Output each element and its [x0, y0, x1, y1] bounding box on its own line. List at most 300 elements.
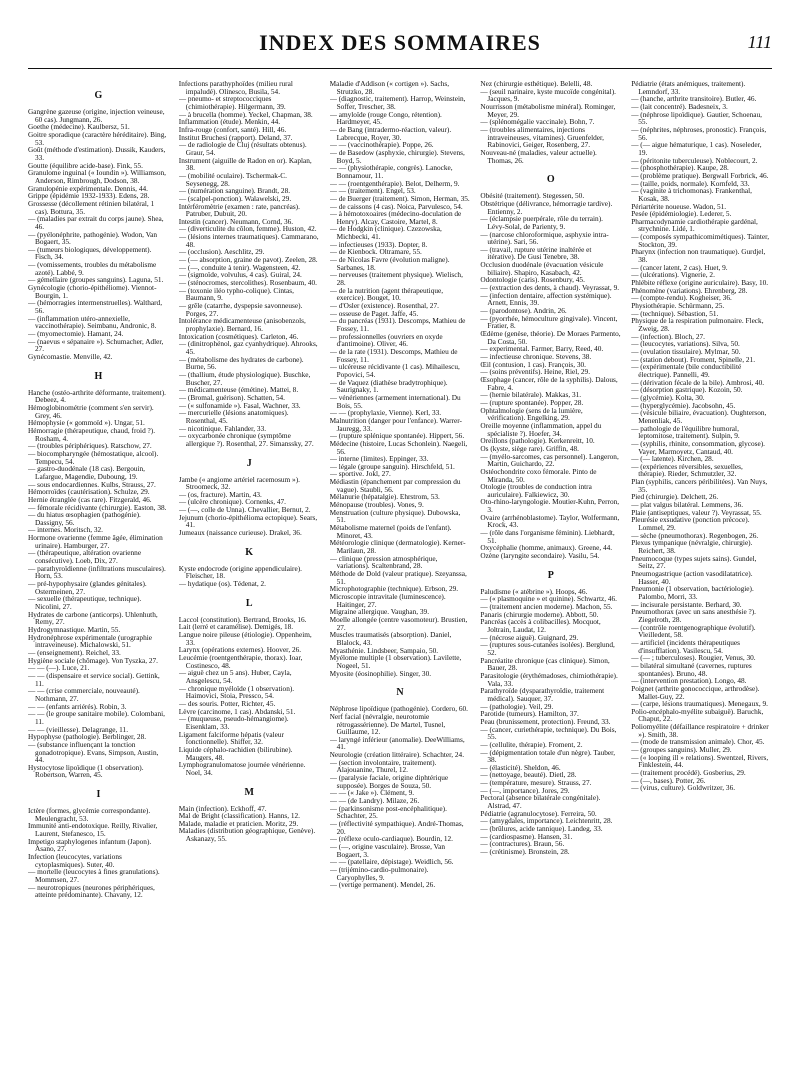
index-entry: — (expérimentale (bile conductibilité électrique). Pannelli, 49.	[631, 362, 742, 379]
index-entry: — gastro-duodénale (18 cas). Bergouin, Lafargue, Magendie, Duboung, 19.	[28, 464, 145, 481]
page-number: 111	[747, 32, 772, 52]
index-entry: — (ulcère chronique). Cornenks, 47.	[178, 497, 286, 507]
index-entry: Grossesse (décollement rétinien bilatéral, 1 cas). Bottura, 35.	[28, 198, 155, 216]
index-entry: — (naevus « sépanaire »). Schumacher, Adler, 27.	[28, 336, 164, 354]
index-entry: Liquide céphalo-rachidien (bilirubine). Maugers, 48.	[178, 744, 293, 762]
index-entry: — (ruptures sous-cutanées isolées). Berglund, 52.	[480, 640, 615, 657]
index-entry: Pied (chirurgie). Delchett, 26.	[631, 492, 719, 502]
index-entry: Pédiatrie (états anémiques, traitement). Lemndorf, 33.	[631, 80, 746, 96]
index-entry: — (travail, rupture utérine inaltérée et itérative). De Gusi Tenebre, 38.	[480, 244, 592, 262]
index-entry: — (lésions internes traumatiques). Cammarano, 48.	[178, 232, 319, 249]
index-entry: Pancréatite chronique (cas clinique). Simon, Bauer, 28.	[480, 655, 610, 673]
index-entry: — (hyperglycémie). Jacobsohn, 45.	[631, 400, 736, 410]
index-entry: — — (vieillesse). Delagrange, 11.	[28, 724, 129, 734]
index-entry: — — (enfants arriérés). Robin, 3.	[28, 701, 127, 711]
index-entry: — (—, bases). Potter, 26.	[631, 775, 706, 785]
index-entry: — (narcose chloroformique, asphyxie intra-utérine). Sari, 56.	[480, 229, 609, 247]
index-entry: Microphotographie (technique). Erbson, 29.	[329, 584, 459, 594]
index-entry: Œsophage (cancer, rôle de la syphilis). Dalous, Fabre, 4.	[480, 374, 618, 392]
index-entry: — mercurielle (lésions anatomiques). Rosenthal, 45.	[178, 408, 289, 425]
index-entry: — — (patellaire, dépistage). Weidlich, 56.	[329, 857, 454, 867]
index-entry: Paludisme (« atébrine »). Hoops, 46.	[480, 586, 588, 596]
index-entry: Grippe (épidémie 1932-1933). Edens, 28.	[28, 191, 150, 201]
index-columns	[28, 80, 772, 1074]
index-entry: — (température, mesure). Strauss, 27.	[480, 778, 592, 788]
index-entry: — à brucella (homme). Yeckel, Chapman, 38.	[178, 109, 313, 119]
index-entry: — (lait concentré). Badesneix, 3.	[631, 101, 728, 111]
index-entry: — (rupture splénique spontanée). Hippert, 56.	[329, 431, 465, 441]
index-entry: — (seuil narinaire, kyste mucoïde congénital). Jacques, 9.	[480, 86, 616, 104]
index-entry: Nerf facial (névralgie, neurotomie rétrogassérienne). De Martel, Tusnel, Guillaume, 12.	[329, 711, 446, 737]
index-entry: Jambe (« angiome artériel racemosum »). Stroomeck, 32.	[178, 474, 300, 492]
index-entry: — (—, conduite à tenir). Wagensteen, 42.	[178, 262, 301, 272]
index-entry: — (vertige permanent). Mendel, 26.	[329, 880, 436, 890]
index-entry: — (thallium, étude physiologique). Buschke, Buscher, 27.	[178, 369, 311, 387]
index-entry: Immunité anti-endotoxique. Reilly, Rivalier, Laurent, Stefanesco, 15.	[28, 821, 158, 839]
index-entry: — mortelle (leucocytes à fines granulations). Mommsen, 27.	[28, 867, 160, 885]
index-entry: — (toxonie iléo typho-colique). Cintas, Baumann, 9.	[178, 285, 294, 303]
index-entry: Hydronéphrose expérimentale (urographie intraveineuse). Michalowski, 51.	[28, 632, 152, 650]
index-entry: — infectieuse chronique. Stevens, 38.	[480, 352, 592, 361]
index-entry: — (troubles alimentaires, injections intraveineuses, vitamines). Gruenfelder, Rabinovici, Geiger, Rosenberg, 27.	[480, 124, 605, 150]
index-entry: — (crétinisme). Bronstein, 28.	[480, 847, 570, 857]
index-entry: Méthode de Dold (valeur pratique). Szeyanssa, 51.	[329, 569, 467, 586]
index-entry: — (— latente). Kirchen, 28.	[631, 454, 714, 464]
index-entry: — (contrôle roentgenographique évolutif). Vieilledent, 58.	[631, 622, 756, 640]
index-entry: — pré-hypophysaire (glandes génitales). Ostermeinen, 27.	[28, 579, 147, 596]
index-entry: — (néphrose lipoïdique). Gautier, Schoenau, 55.	[631, 109, 763, 127]
index-entry: Migraine allergique. Vaughan, 39.	[329, 607, 430, 617]
index-entry: Mélanurie (hépatalgie). Ehrstrom, 53.	[329, 492, 440, 502]
index-entry: Phénomène (variations). Ehrenberg, 28.	[631, 285, 748, 295]
index-entry: Métabolisme maternel (poids de l'enfant). Minoret, 43.	[329, 523, 452, 540]
index-entry: — — (—). Luce, 21.	[28, 663, 90, 673]
index-entry: Panaris (chirurgie moderne). Abbott, 50.	[480, 609, 599, 619]
index-entry: Inflammation (étude). Menkin, 44.	[178, 117, 281, 127]
index-entry: Institut Bruchesi (rapport). Deland, 37.	[178, 132, 293, 142]
index-entry: Langue noire pileuse (étiologie). Oppenheim, 33.	[178, 630, 312, 647]
index-entry: Lèvre (carcinome, 1 cas). Abdanski, 51.	[178, 706, 296, 716]
index-entry: Pneumocoque (types sujets sains). Gundel, Seitz, 27.	[631, 553, 757, 571]
index-entry: Maladies (distribution géographique, Genève). Askanazy, 55.	[178, 826, 316, 844]
index-entry: Périartérite noueuse. Wadon, 51.	[631, 201, 727, 211]
index-entry: Neurologie (création littéraire). Schachter, 24.	[329, 750, 465, 760]
index-entry: — laryngé inférieur (anomalie). DeeWilliams, 41.	[329, 734, 465, 752]
index-entry: — de la nutrition (agent thérapeutique, exercice). Bouget, 10.	[329, 285, 444, 303]
index-entry: — — (traitement). Engel, 53.	[329, 186, 416, 196]
index-entry: Plaie (antiseptiques, valeur ?). Veyrassat, 55.	[631, 507, 762, 517]
page-title: INDEX DES SOMMAIRES	[259, 30, 541, 55]
index-entry: — internes. Moritsch, 32.	[28, 525, 103, 535]
index-entry: Hydrogymnastique. Martin, 55.	[28, 625, 121, 634]
index-entry: — (« looping ill » relations). Swentzel, Rivers, Finklestein, 44.	[631, 752, 769, 770]
section-letter: M	[244, 786, 254, 798]
index-entry: Myosite (éosinophilie). Singer, 30.	[329, 668, 432, 678]
index-entry: — (Bromal, guérison). Schatten, 54.	[178, 392, 285, 402]
index-entry: — (maladies par extrait du corps jaune). Shea, 46.	[28, 214, 164, 231]
index-entry: — (glycémie). Kolta, 30.	[631, 392, 705, 402]
index-entry: — — (le groupe sanitaire mobile). Colombani, 11.	[28, 709, 165, 726]
index-entry: — (myélo-sarcomes, cas personnel). Langeron, Martin, Guichardo, 22.	[480, 451, 619, 469]
index-entry: — de Basedow (asphyxie, chirurgie). Stevens, Boyd, 5.	[329, 147, 465, 165]
index-entry: Goethe (médecine). Kaulbersz, 51.	[28, 122, 130, 132]
index-entry: — (hémorragies intermenstruelles). Walthard, 56.	[28, 298, 163, 316]
index-entry: — de Vaquez (diathèse bradytrophique). Saurignaky, 1.	[329, 377, 448, 395]
index-entry: Polio-encéphalo-myélite subaiguë). Baruchk, Chaput, 22.	[631, 706, 764, 724]
index-entry: — (intervention prestation). Longo, 48.	[631, 676, 747, 686]
index-entry: Infra-rouge (confort, santé). Hill, 46.	[178, 124, 287, 134]
index-entry: — — (de Landry). Milaze, 26.	[329, 796, 420, 806]
index-entry: — (ulcérations). Vignerie, 2.	[631, 270, 715, 280]
index-entry: Œil (contusion, 1 cas). François, 30.	[480, 359, 586, 369]
index-entry: Plexus tympanique (névralgie, chirurgie). Reichert, 38.	[631, 538, 753, 556]
index-entry: — oxycarbonée chronique (symptôme allergique ?). Rosenthal, 27. Simanssky, 27.	[178, 431, 314, 448]
index-entry: — (traitement procédé). Gosberius, 29.	[631, 768, 746, 778]
index-entry: — sportive. Jokl, 27.	[329, 469, 391, 479]
index-entry: — (nettoyage, beauté). Dietl, 28.	[480, 770, 577, 780]
index-entry: Pancréas (accès à colibacilles). Mocquot, Joltrain, Laudat, 12.	[480, 617, 601, 634]
index-entry: — (parkinsonisme post-encéphalitique). Schachter, 25.	[329, 803, 447, 821]
index-entry: Pharynx (infection non traumatique). Gurdjel, 38.	[631, 247, 766, 265]
index-entry: — (paralysie faciale, origine diphtérique supposée). Borges de Souza, 50.	[329, 773, 449, 790]
index-column	[179, 80, 320, 1074]
index-entry: — (nécrose aiguë). Guignard, 29.	[480, 632, 579, 642]
index-entry: Médecine (histoire, Lucas Schonlein). Naegeli, 56.	[329, 438, 468, 456]
index-entry: Hémoglobinométrie (comment s'en servir). Grey, 46.	[28, 402, 154, 420]
section-letter: H	[94, 370, 103, 382]
index-entry: — (phosphothérapie). Kaupe, 28.	[631, 163, 729, 173]
index-entry: Laccol (constitution). Bertrand, Brooks, 16.	[178, 614, 307, 624]
index-entry: Myélome multiple (1 observation). Lavilette, Nogeel, 51.	[329, 653, 462, 670]
index-entry: — (désorption gastrique). Kozoin, 50.	[631, 385, 743, 395]
index-entry: — (section involontaire, traitement). Alajouanine, Thurel, 12.	[329, 757, 437, 775]
section-letter: G	[94, 90, 103, 101]
index-entry: — (cellulite, thérapie). Froment, 2.	[480, 739, 583, 749]
index-entry: Malnutrition (danger pour l'enfance). Warrer-Jauregg, 33.	[329, 415, 462, 433]
index-entry: — (groupes sanguins). Muller, 29.	[631, 745, 732, 755]
index-entry: — (sigmoïde, volvulus, 4 cas). Guiral, 24.	[178, 270, 302, 280]
index-entry: — (mobilité oculaire). Tschermak-C. Seysenegg, 28.	[178, 170, 287, 188]
index-entry: — à hémotoxoaires (médecino-doculation de Henry). Alcay, Castoire, Martel, 8.	[329, 209, 462, 226]
index-entry: Lymphogranulomatose journée vénérienne. Noel, 34.	[178, 760, 306, 777]
index-entry: Menstruation (culture physique). Dubowska, 51.	[329, 507, 461, 525]
index-entry: Hygiène sociale (chômage). Von Tyszka, 27.	[28, 655, 158, 665]
index-entry: — ulcéreuse récidivante (1 cas). Mihailescu, Popovici, 54.	[329, 362, 460, 379]
section-letter: O	[546, 174, 555, 186]
index-entry: — chronique myéloïde (1 observation). Haimovici, Stoia, Pressco, 54.	[178, 683, 295, 701]
index-entry: — (métabolisme des hydrates de carbone). Burne, 56.	[178, 354, 304, 372]
index-entry: Maladie d'Addison (« cortigen »). Sachs, Strutzko, 28.	[329, 80, 450, 96]
index-entry: — (hanche, arthrite transitoire). Butler, 46.	[631, 94, 757, 104]
index-entry: — sexuelle (thérapeutique, technique). Nicolini, 27.	[28, 594, 142, 612]
index-entry: Jejunum (chorio-épithélioma ectopique). Sears, 41.	[178, 512, 318, 530]
index-entry: Nourrisson (métabolisme minéral). Rominger, Meyer, 29.	[480, 101, 616, 119]
index-entry: Pneumothorax (avec un sans anesthésie ?). Ziegelroth, 28.	[631, 607, 757, 624]
index-entry: — (—, colle de Unna). Chevallier, Bernut, 2.	[178, 505, 311, 515]
index-entry: Hormone ovarienne (femme âgée, élimination urinaire). Hamburger, 27.	[28, 533, 163, 550]
index-entry: Médiastin (épanchement par compression du vague). Staubli, 56.	[329, 477, 461, 494]
index-entry: — (pyorrhée, hémoculture gingivale). Vincent, Fratier, 8.	[480, 313, 618, 331]
index-entry: — (pyélonéphrite, pathogénie). Wodon, Van Bogaert, 35.	[28, 229, 158, 247]
index-entry: — parathyroïdienne (infiltrations musculaires). Horn, 53.	[28, 563, 166, 581]
page-header	[28, 28, 772, 69]
index-entry: Occlusion duodénale (évacuation vésicule biliaire). Shapiro, Kasabach, 42.	[480, 260, 604, 277]
index-entry: Physique de la respiration pulmonaire. Fleck, Zweig, 28.	[631, 316, 764, 333]
index-entry: — (trijémino-cardio-pulmonaire). Caryophylles, 9.	[329, 864, 429, 882]
index-entry: — fémorale récidivante (chirurgie). Easton, 38.	[28, 502, 167, 512]
index-entry: — (rupture spontanée). Popper, 28.	[480, 397, 584, 407]
index-entry: — du pancréas (1931). Descomps, Mathieu de Fossey, 11.	[329, 316, 466, 333]
index-entry: Leucémie (roentgenthérapie, thorax). Ioar, Costinesco, 48.	[178, 653, 303, 670]
index-entry: — — (prophylaxie, Vienne). Kerl, 33.	[329, 408, 442, 418]
index-entry: — légale (groupe sanguin). Hirschfeld, 51.	[329, 461, 455, 471]
index-entry: Gynécomastie. Menville, 42.	[28, 352, 113, 361]
index-entry: Parasitologie (érythémadoses, chimiothérapie). Vala, 33.	[480, 670, 618, 688]
index-entry: — (ovulation tissulaire). Mylmar, 50.	[631, 346, 741, 356]
index-entry: Poliomyélite (défaillance respiratoire + drinker »). Smith, 38.	[631, 722, 769, 739]
index-entry: — artificiel (incidents thérapeutiques d'insufflation). Vasilescu, 54.	[631, 637, 740, 655]
index-entry: — (sténocromes, stercolithes). Rosenbaum, 40.	[178, 278, 318, 288]
index-entry: — (leucocytes, variations). Silva, 50.	[631, 339, 740, 349]
index-entry: — plat valgus bilatéral. Lemmens, 36.	[631, 500, 744, 510]
index-entry: Goût (méthode d'estimation). Dussik, Kauders, 33.	[28, 145, 166, 162]
index-entry: — (« sulfonamide »). Fasal, Wachner, 33.	[178, 400, 301, 410]
index-column	[330, 80, 471, 1074]
index-entry: Météorologie clinique (dermatologie). Kerner-Marilaun, 28.	[329, 538, 466, 556]
index-entry: — (troubles périphériques). Ratschow, 27.	[28, 441, 152, 451]
index-entry: — infectieuses (1933). Dopter, 8.	[329, 239, 428, 249]
index-entry: — (inflammation utéro-annexielle, vaccinothérapie). Seimbanu, Andronic, 8.	[28, 313, 157, 331]
index-entry: — de radiologie de Cluj (résultats obtenus). Graur, 54.	[178, 140, 307, 157]
index-entry: — — (« Jake »). Clément, 9.	[329, 788, 415, 798]
index-entry: — (amygdales, importance). Leichtenritt, 28.	[480, 816, 613, 826]
index-entry: Impetigo staphylogenes infantum (Japon). Asano, 27.	[28, 836, 152, 854]
index-entry: — gémellaire (groupes sanguins). Laguna, 51.	[28, 275, 164, 285]
index-entry: — (éclampsie puerpérale, rôle du terrain). Lévy-Solal, de Parienty, 9.	[480, 214, 603, 231]
index-entry: — de Buerger (traitement). Simon, Herman, 35.	[329, 193, 470, 203]
index-entry: Obstétrique (délivrance, hémorragie tardive). Entienny, 2.	[480, 198, 613, 216]
index-entry: — pneumo- et streptococciques (chimiothérapie). Hilgermann, 39.	[178, 94, 286, 111]
index-entry: Otologie (troubles de conduction intra auriculaire). Falkiewicz, 30.	[480, 482, 592, 499]
index-entry: Intérféromètrie (examen : rate, pancréas). Patruber, Dubuit, 20.	[178, 201, 300, 219]
index-entry: Physiothérapie. Schürmann, 25.	[631, 301, 725, 311]
index-entry: — (cancer, curiethérapie, technique). Du Bois, 55.	[480, 724, 617, 742]
section-letter: N	[396, 687, 404, 699]
index-entry: Parathyroïde (dysparathyroïdie, traitement médical). Sauquer, 37.	[480, 686, 605, 703]
index-entry: Lait (lerré et caramélise). Demigés, 18.	[178, 622, 294, 632]
index-entry: Muscles traumatisés (absorption). Daniel, Blalock, 43.	[329, 630, 452, 647]
index-entry: Intoxication (cosmétiques). Carleton, 46.	[178, 331, 299, 341]
index-entry: — (infection). Bloch, 27.	[631, 331, 705, 341]
index-entry: Œdème (genèse, théorie). De Moraes Parmento, Da Costa, 50.	[480, 329, 621, 346]
section-letter: P	[547, 569, 554, 581]
index-entry: — — (crise commerciale, nouveauté). Nothmann, 27.	[28, 686, 140, 703]
index-entry: — (carpe, lésions traumatiques). Menegaux, 9.	[631, 699, 768, 709]
index-entry: — de caissons (4 cas). Noica, Parvulesco, 54.	[329, 201, 463, 211]
index-entry: Oreille moyenne (inflammation, appel du spécialiste ?). Hoefer, 34.	[480, 420, 602, 438]
index-entry: — d'Osler (existence). Rosenthal, 27.	[329, 301, 439, 311]
index-entry: Hystocytose lipoïdique (1 observation). Robertson, Warren, 45.	[28, 762, 144, 780]
index-column	[28, 80, 169, 1074]
index-entry: — amyloïde (rouge Congo, rétention). Hardmeyer, 45.	[329, 109, 442, 127]
index-entry: — (mode de transmission animale). Chor, 45.	[631, 737, 765, 747]
index-entry: — de Hodgkin (clinique). Czezowska, Michbecki, 41.	[329, 224, 442, 242]
index-entry: — grêle (catarrhe, dyspepsie savonneuse). Porges, 27.	[178, 301, 303, 318]
index-entry: Oxycéphalie (homme, animaux). Greene, 44.	[480, 543, 613, 553]
index-entry: — interne (limites). Eppinger, 33.	[329, 454, 429, 464]
index-entry: — de Kienbock. Oltramare, 55.	[329, 247, 422, 257]
index-entry: Infections parathyphoïdes (milieu rural impaludé). Olinesco, Busila, 54.	[178, 80, 293, 96]
index-entry: Infection (leucocytes, variations cytoplasmiques). Suter, 40.	[28, 852, 122, 869]
index-entry: Pneumogastrique (action vasodilatatrice). Hasser, 40.	[631, 569, 753, 586]
index-entry: — (expériences réversibles, sexuelles, thérapie). Rieder, Schmutzler, 32.	[631, 461, 743, 479]
index-entry: — (parodontose). Andrin, 26.	[480, 306, 567, 316]
index-entry: Main (infection). Eckhoff, 47.	[178, 803, 267, 813]
index-entry: — (diagnostic, traitement). Harrop, Weinstein, Soffer, Trescher, 38.	[329, 94, 466, 111]
index-entry: Néphrose lipoïdique (pathogénie). Cordero, 60.	[329, 704, 468, 714]
index-entry: — (scalpel-ponction). Walawelski, 29.	[178, 193, 292, 203]
index-entry: — (diverticulite du côlon, femme). Huston, 42.	[178, 224, 317, 234]
index-entry: Microscopie intravitale (luminescence). Haitinger, 27.	[329, 591, 446, 609]
index-entry: Moelle allongée (centre vasomoteur). Brustien, 27.	[329, 614, 468, 632]
index-entry: — (substance influençant la tonction gonadotropique). Evans, Simpson, Austin, 44.	[28, 739, 159, 765]
index-entry: — sous endocardiennes. Kulbs, Strauss, 27.	[28, 479, 156, 489]
index-entry: — (composés sympathicomimétiques). Tainter, Stockton, 39.	[631, 232, 770, 249]
index-entry: — (cardiospasme). Hansen, 31.	[480, 831, 573, 841]
index-entry: Gangrène gazeuse (origine, injection veineuse, 60 cas). Jungmann, 26.	[28, 107, 165, 124]
index-entry: — neurotropiques (neurones périphériques, atteinte prédominante). Chavany, 12.	[28, 882, 155, 900]
index-entry: Oreillons (pathologie). Kerkenreitt, 10.	[480, 436, 595, 446]
index-entry: — (station debout). Froment, Spinelle, 21.	[631, 354, 756, 364]
index-entry: — — (dispensaire et service social). Gettink, 11.	[28, 670, 160, 688]
index-entry: Goutte (équilibre acide-base). Fink, 55.	[28, 160, 143, 170]
index-entry: Goitre sporadique (caractère héréditaire). Bing, 53.	[28, 129, 167, 147]
index-entry: Ovaire (arrhénoblastome). Taylor, Wolfermann, Krock, 43.	[480, 512, 620, 530]
index-entry: — experimental. Farmer, Barry, Reed, 40.	[480, 344, 604, 354]
index-entry: — (vésicule biliaire, évacuation). Oughterson, Menenliak, 45.	[631, 408, 767, 425]
index-entry: — (—, origine vasculaire). Brosse, Van Bogaert, 3.	[329, 842, 445, 859]
index-entry: — (dinitrophénol, gaz cyanhydrique). Ahrooks, 45.	[178, 339, 318, 356]
index-entry: — clinique (pression atmosphérique, variations). Scaltenbrand, 28.	[329, 553, 438, 571]
index-entry: Kyste endocrode (origine appendiculaire). Fleischer, 18.	[178, 563, 302, 581]
index-entry: — (traitement ancien moderne). Machon, 55.	[480, 602, 613, 612]
index-entry: — (extraction des dents, à chaud). Veyrassat, 9.	[480, 283, 620, 293]
index-entry: — (os, fracture). Martin, 43.	[178, 489, 262, 499]
index-entry: Pectoral (absence bilatérale congénitale). Alstrad, 47.	[480, 793, 601, 811]
index-entry: — — (vaccinothérapie). Poppe, 26.	[329, 140, 434, 150]
index-entry: Oto-rhino-laryngologie. Moutier-Kuhn, Perron, 3.	[480, 497, 620, 515]
index-entry: — (myomectomie). Hamant, 24.	[28, 329, 124, 339]
index-entry: — (syphilis, rhinite, consommation, glycose). Vayer, Marmoyetz, Cantaud, 40.	[631, 438, 765, 456]
index-entry: — (réflectivité sympathique). André-Thomas, 20.	[329, 819, 464, 836]
index-entry: — sèche (pneumothorax). Regenbogen, 26.	[631, 530, 759, 540]
index-entry: — (cancer latent, 2 cas). Huet, 9.	[631, 262, 728, 272]
index-entry: — (tumeurs biologiques, développement). Fisch, 34.	[28, 244, 152, 262]
index-entry: Odontologie (caris). Rosenbury, 45.	[480, 275, 585, 285]
index-entry: — (réflexe oculo-cardiaque). Bourdin, 12.	[329, 834, 453, 844]
index-entry: Jumeaux (naissance curieuse). Drakel, 36.	[178, 528, 302, 538]
index-entry: Pharmacodynamie cardiothérapie gardénal, strychnine. Lidé, 1.	[631, 216, 758, 234]
index-entry: — aiguë chez un 5 ans). Huber, Cayla, Ansgelescu, 54.	[178, 668, 292, 685]
index-entry: — (brûlures, acide tannique). Landeg, 33.	[480, 824, 603, 834]
index-entry: — (problème pratique). Bergwall Forbrick, 46.	[631, 170, 769, 180]
index-entry: Granulome inguinal (« Ioundin »). Williamson, Anderson, Rimbrough, Dodson, 38.	[28, 168, 166, 185]
index-entry: Pleurésie exsudative (ponction précoce). Lommel, 29.	[631, 515, 750, 533]
index-entry: — — (physiothérapie, congrès). Lanocke, Bonnamour, 11.	[329, 163, 453, 180]
index-entry: — (hernie bilatérale). Makkas, 31.	[480, 390, 582, 400]
index-entry: Parotide (tumeurs). Hamilton, 37.	[480, 709, 579, 719]
index-entry: — médicamenteuse (émétine). Mattei, 8.	[178, 385, 299, 395]
index-entry: — osseuse de Paget. Jaffe, 45.	[329, 308, 419, 318]
index-entry: Pédiatrie (agranulocytose). Ferreira, 50.	[480, 808, 597, 818]
index-entry: — (taille, poids, normale). Kornfeld, 33.	[631, 178, 750, 188]
index-entry: Phlébite réflexe (origine auriculaire). Basy, 10.	[631, 278, 769, 288]
index-entry: — de Nicolas Favre (évolution maligne). Sarbanes, 18.	[329, 255, 450, 272]
section-letter: L	[245, 597, 253, 609]
index-entry: — vénériennes (armement international). Du Bois, 55.	[329, 392, 461, 410]
index-entry: — nicotinique. Fahlander, 33.	[178, 423, 267, 433]
index-entry: Pesée (épidémiologie). Lederer, 5.	[631, 209, 732, 219]
index-entry: Hémorroïdes (cautérisation). Schulze, 29.	[28, 487, 150, 497]
index-entry: Nouveau-né (maladies, valeur actuelle). Thomas, 26.	[480, 147, 597, 165]
index-entry: — (dérivation fécale de la bile). Ambrosi, 40.	[631, 377, 765, 387]
index-column	[631, 80, 772, 1074]
index-entry: — (vaginite à trichomonas). Frankenthal, Kosak, 38.	[631, 186, 752, 203]
index-entry: — hydatique (os). Tédenat, 2.	[178, 579, 266, 589]
section-letter: I	[96, 789, 101, 801]
index-entry: Ligament falciforme hépatis (valeur fonctionnelle). Shiffer, 32.	[178, 729, 284, 747]
index-entry: — (numération sanguine). Brandt, 28.	[178, 186, 291, 196]
index-entry: Ostéochondrite coxo fémorale. Pinto de Miranda, 50.	[480, 466, 597, 484]
section-letter: K	[245, 546, 254, 558]
index-entry: — (— ; tuberculoses). Rougier, Venus, 30.	[631, 653, 756, 663]
index-entry: Obésité (traitement). Stegessen, 50.	[480, 191, 585, 201]
index-entry: Gynécologie (chorio-épithéliome). Viennot-Bourgin, 1.	[28, 283, 157, 300]
index-entry: — (pathologie). Veil, 29.	[480, 701, 554, 711]
index-entry: — (infection dentaire, affection systémique). Arnett, Ennis, 39.	[480, 290, 612, 308]
index-entry: Hydrates de carbone (anticorps). Uhlenhuth, Remy, 27.	[28, 609, 158, 627]
index-entry: — (technique). Sébastion, 51.	[631, 308, 719, 318]
index-entry: Granulopénie expérimentale. Dennis, 44.	[28, 183, 148, 193]
index-entry: — (péritonite tuberculeuse). Noblecourt, 2.	[631, 155, 758, 165]
index-entry: — (virus, culture). Goldwritzer, 36.	[631, 783, 736, 793]
index-entry: Os (kyste, siège rare). Griffin, 48.	[480, 443, 579, 453]
index-entry: — (—, importance). Jores, 29.	[480, 785, 570, 795]
index-entry: Hémophysie (« gommoïd »). Ungar, 51.	[28, 418, 145, 428]
index-entry: — (splénomégalie vaccinale). Bohn, 7.	[480, 117, 595, 127]
index-entry: — (contractures). Braun, 56.	[480, 839, 565, 849]
index-entry: — (néphrites, néphroses, pronostic). François, 56.	[631, 124, 767, 142]
index-entry: Ozène (laryngite secondaire). Vasilu, 54.	[480, 551, 600, 561]
index-entry: Ophtalmologie (sens de la lumière, vérification). Engelking, 29.	[480, 405, 583, 423]
index-entry: — (— aigue hématurique, 1 cas). Noseleder, 19.	[631, 140, 762, 157]
index-entry: — (thérapeutique, altération ovarienne consécutive). Loeb, Dix, 27.	[28, 548, 142, 566]
index-entry: — nerveuses (traitement physique). Wielisch, 28.	[329, 270, 463, 288]
index-entry: — incisurale persistante. Berhard, 30.	[631, 599, 742, 609]
index-entry: Larynx (opérations externes). Hoover, 26.	[178, 645, 302, 655]
index-entry: Hanche (ostéo-arthrite déformante, traitement). Debeez, 4.	[28, 387, 166, 405]
index-entry: — biocompharyngée (hémostatique, alcool). Tempecu, 54.	[28, 448, 159, 466]
index-entry: Intestin (cancer). Neumann, Cornd, 36.	[178, 216, 294, 226]
index-entry: Plan (syphilis, cancers péribilitées). Van Nuys, 35.	[631, 477, 768, 494]
index-entry: — (dépigmentation totale d'un nègre). Tauber, 38.	[480, 747, 616, 765]
index-entry: Intolérance médicamenteuse (anisobenzols, prophylaxie). Bernard, 16.	[178, 316, 306, 333]
index-entry: — des souris. Potter, Richter, 45.	[178, 698, 276, 708]
index-entry: — professionnelles (ouvriers en oxyde d'antimoine). Oliver, 46.	[329, 331, 443, 349]
index-entry: — (occlusion). Aeschlitz, 29.	[178, 247, 265, 257]
index-entry: — (« plasmoquine » et quinine). Schwartz, 46.	[480, 594, 617, 604]
index-entry: — (rôle dans l'organisme féminin). Liebhardt, 51.	[480, 528, 615, 545]
